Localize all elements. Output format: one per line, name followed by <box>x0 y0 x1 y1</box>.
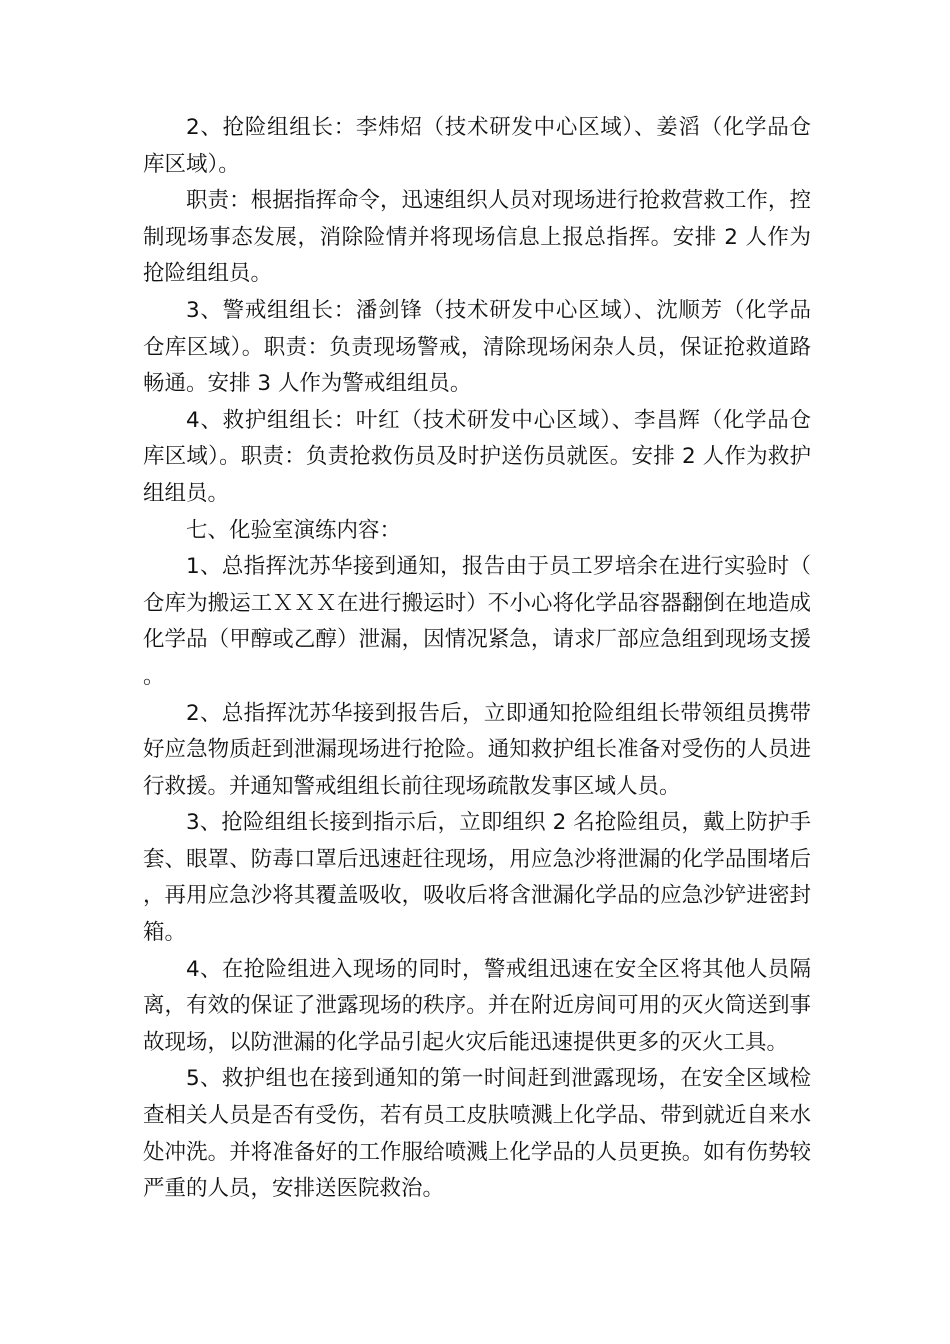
paragraph-drill-step-1: 1、总指挥沈苏华接到通知，报告由于员工罗培余在进行实验时（仓库为搬运工ＸＸＸ在进行搬运时）不小心将化学品容器翻倒在地造成化学品（甲醇或乙醇）泄漏，因情况紧急，请求厂部应急组到现场支援。 <box>143 554 811 689</box>
section-heading-lab-drill: 七、化验室演练内容： <box>186 517 402 543</box>
paragraph-rescue-team-duties: 职责：根据指挥命令，迅速组织人员对现场进行抢救营救工作，控制现场事态发展，消除险情并将现场信息上报总指挥。安排 2 人作为抢险组组员。 <box>143 188 811 287</box>
paragraph-rescue-team-leader: 2、抢险组组长：李炜炤（技术研发中心区域）、姜滔（化学品仓库区域）。 <box>143 115 811 177</box>
document-body <box>143 110 811 1208</box>
paragraph-drill-step-3: 3、抢险组组长接到指示后，立即组织 2 名抢险组员，戴上防护手套、眼罩、防毒口罩后迅速赶往现场，用应急沙将泄漏的化学品围堵后，再用应急沙将其覆盖吸收，吸收后将含泄漏化学品的应急沙铲进密封箱。 <box>143 810 811 946</box>
paragraph-drill-step-5: 5、救护组也在接到通知的第一时间赶到泄露现场，在安全区域检查相关人员是否有受伤，若有员工皮肤喷溅上化学品、带到就近自来水处冲洗。并将准备好的工作服给喷溅上化学品的人员更换。如有伤势较严重的人员，安排送医院救治。 <box>143 1066 811 1202</box>
paragraph-drill-step-4: 4、在抢险组进入现场的同时，警戒组迅速在安全区将其他人员隔离，有效的保证了泄露现场的秩序。并在附近房间可用的灭火筒送到事故现场，以防泄漏的化学品引起火灾后能迅速提供更多的灭火工具。 <box>143 956 811 1055</box>
paragraph-drill-step-2: 2、总指挥沈苏华接到报告后，立即通知抢险组组长带领组员携带好应急物质赶到泄漏现场进行抢险。通知救护组长准备对受伤的人员进行救援。并通知警戒组组长前往现场疏散发事区域人员。 <box>143 700 811 799</box>
paragraph-guard-team: 3、警戒组组长：潘剑锋（技术研发中心区域）、沈顺芳（化学品仓库区域）。职责：负责现场警戒，清除现场闲杂人员，保证抢救道路畅通。安排 3 人作为警戒组组员。 <box>143 297 811 397</box>
paragraph-medical-team: 4、救护组组长：叶红（技术研发中心区域）、李昌辉（化学品仓库区域）。职责：负责抢救伤员及时护送伤员就医。安排 2 人作为救护组组员。 <box>143 407 811 506</box>
